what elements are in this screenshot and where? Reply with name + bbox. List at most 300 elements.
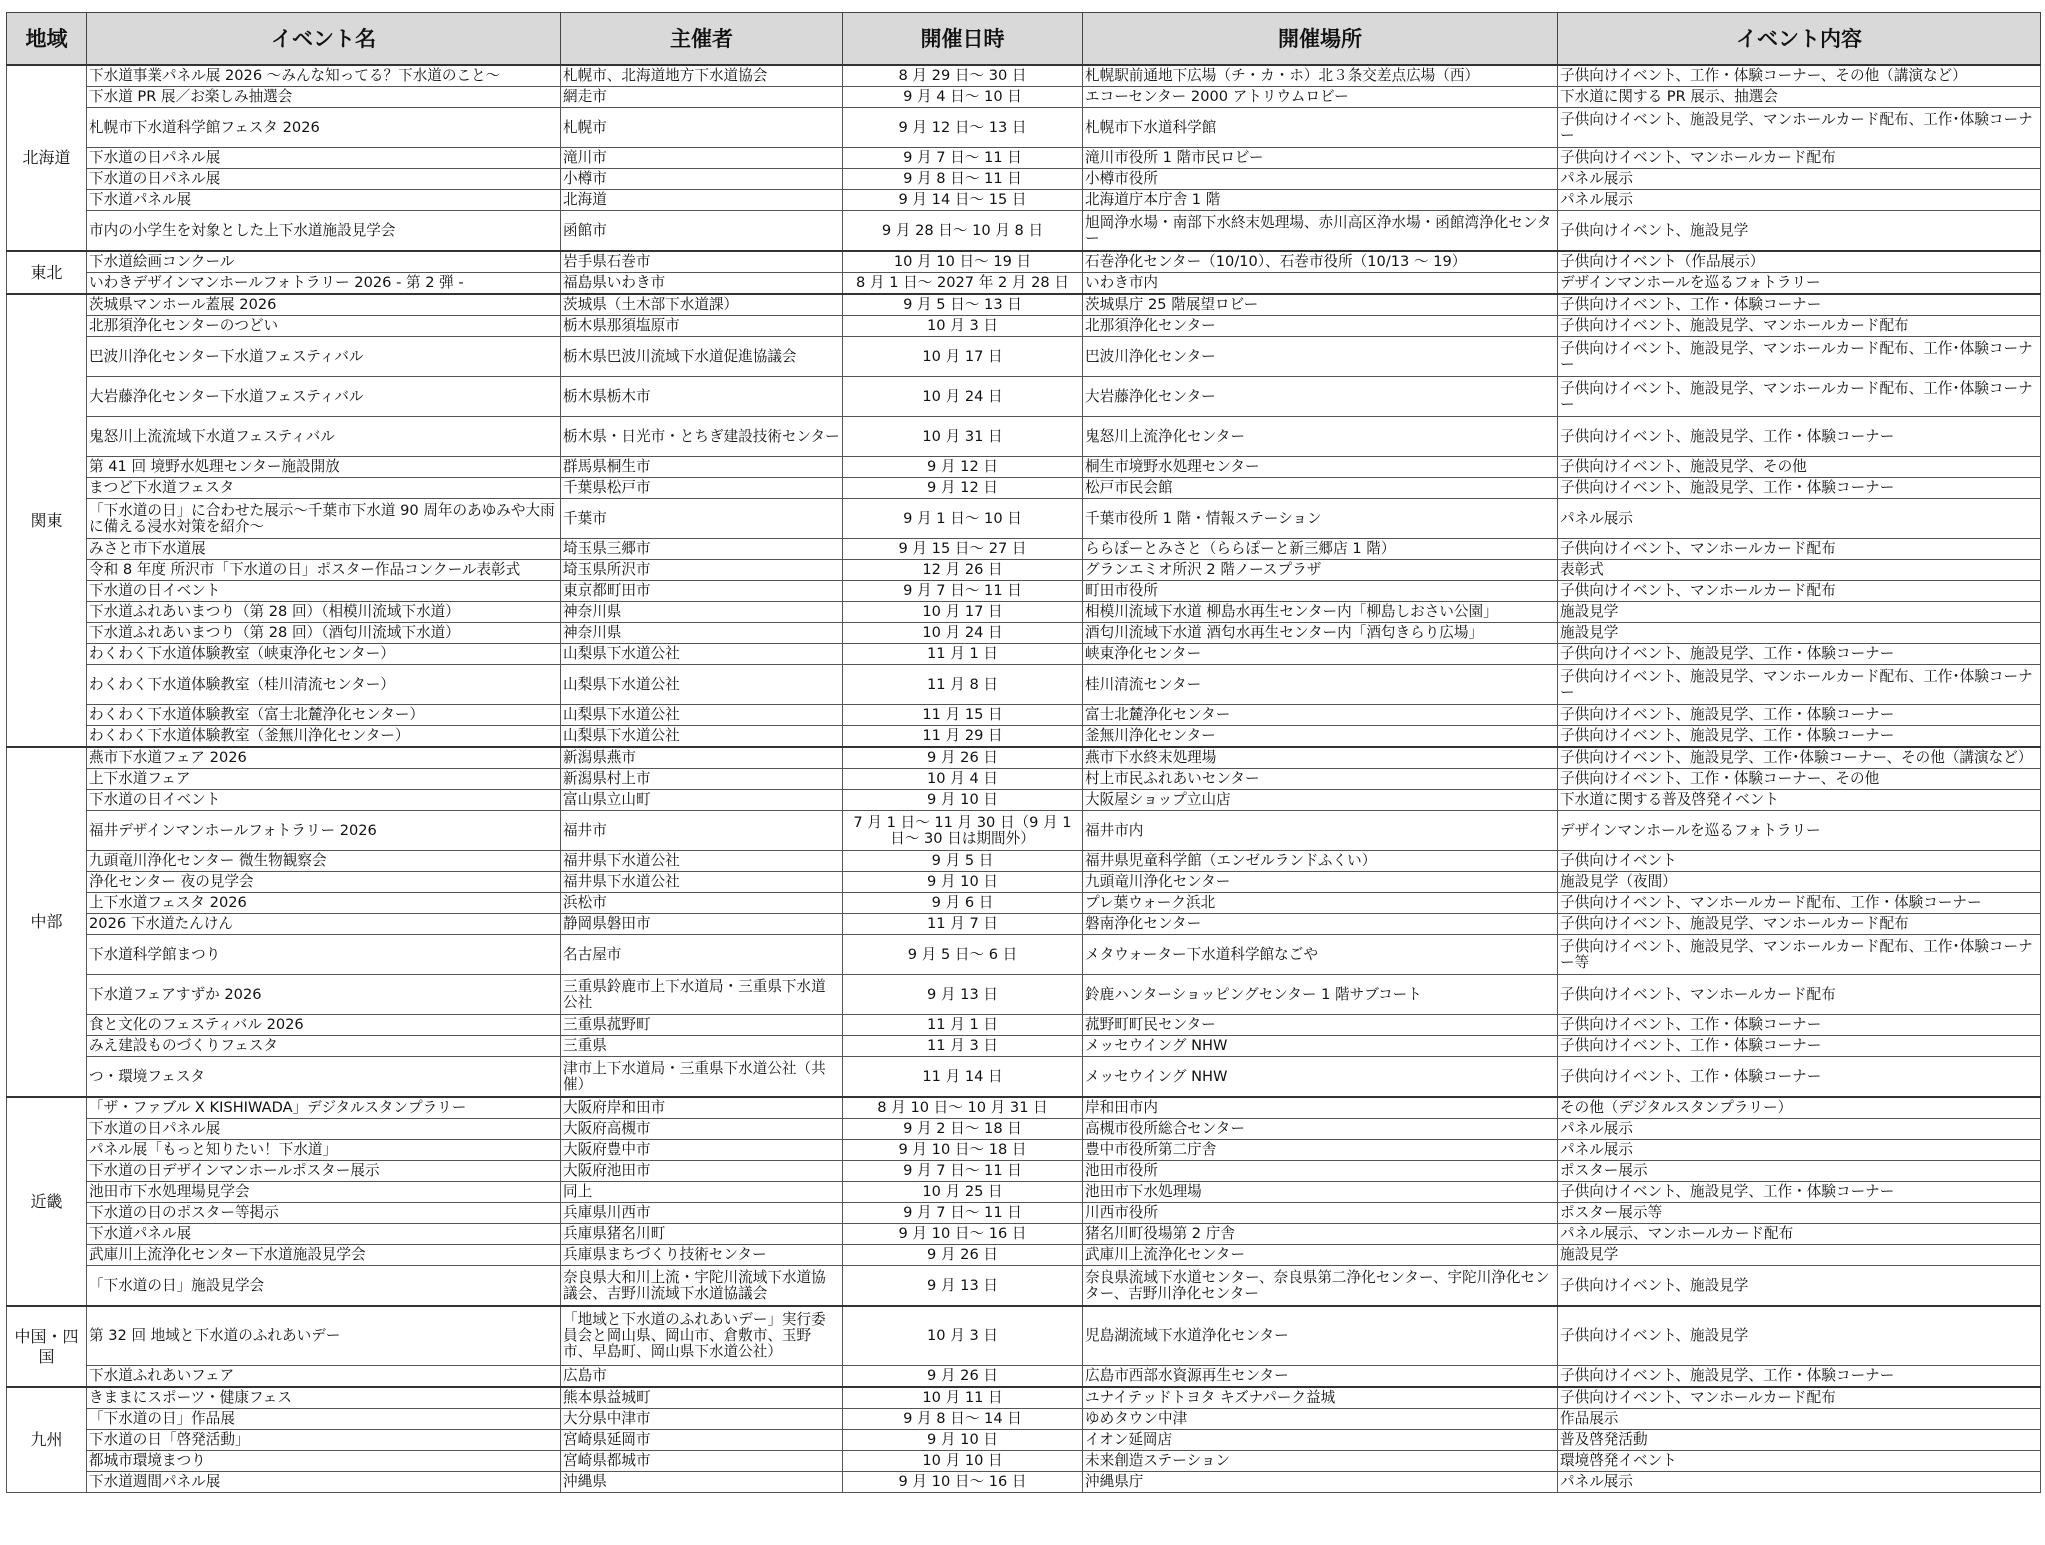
venue-cell: 岸和田市内 xyxy=(1083,1097,1558,1119)
event-name-cell: きままにスポーツ・健康フェス xyxy=(87,1387,561,1409)
content-cell: パネル展示 xyxy=(1558,169,2041,190)
organizer-cell: 北海道 xyxy=(561,190,843,211)
table-row xyxy=(7,1119,2041,1140)
table-row xyxy=(7,1451,2041,1472)
content-cell: パネル展示 xyxy=(1558,190,2041,211)
date-cell: 9 月 10 日～ 16 日 xyxy=(843,1472,1083,1493)
organizer-cell: 「地域と下水道のふれあいデー」実行委員会と岡山県、岡山市、倉敷市、玉野市、早島町、岡山県下水道公社） xyxy=(561,1306,843,1366)
venue-cell: 燕市下水終末処理場 xyxy=(1083,747,1558,769)
table-row xyxy=(7,417,2041,457)
table-row xyxy=(7,914,2041,935)
table-row xyxy=(7,769,2041,790)
venue-cell: ユナイテッドトヨタ キズナパーク益城 xyxy=(1083,1387,1558,1409)
venue-cell: 桐生市境野水処理センター xyxy=(1083,457,1558,478)
content-cell: 子供向けイベント、マンホールカード配布 xyxy=(1558,148,2041,169)
organizer-cell: 福井市 xyxy=(561,811,843,851)
region-cell: 九州 xyxy=(7,1387,87,1493)
event-name-cell: 福井デザインマンホールフォトラリー 2026 xyxy=(87,811,561,851)
content-cell: 子供向けイベント、施設見学 xyxy=(1558,1306,2041,1366)
content-cell: 施設見学 xyxy=(1558,1245,2041,1266)
date-cell: 11 月 29 日 xyxy=(843,726,1083,748)
date-cell: 11 月 15 日 xyxy=(843,705,1083,726)
date-cell: 11 月 3 日 xyxy=(843,1036,1083,1057)
organizer-cell: 沖縄県 xyxy=(561,1472,843,1493)
organizer-cell: 神奈川県 xyxy=(561,623,843,644)
date-cell: 10 月 17 日 xyxy=(843,602,1083,623)
organizer-cell: 名古屋市 xyxy=(561,935,843,975)
event-name-cell: 燕市下水道フェア 2026 xyxy=(87,747,561,769)
table-row xyxy=(7,1015,2041,1036)
date-cell: 10 月 24 日 xyxy=(843,377,1083,417)
organizer-cell: 千葉県松戸市 xyxy=(561,478,843,499)
date-cell: 9 月 28 日～ 10 月 8 日 xyxy=(843,211,1083,252)
venue-cell: 豊中市役所第二庁舎 xyxy=(1083,1140,1558,1161)
date-cell: 9 月 15 日～ 27 日 xyxy=(843,539,1083,560)
table-row xyxy=(7,294,2041,316)
event-name-cell: 市内の小学生を対象とした上下水道施設見学会 xyxy=(87,211,561,252)
region-cell: 関東 xyxy=(7,294,87,747)
venue-cell: 大岩藤浄化センター xyxy=(1083,377,1558,417)
event-name-cell: 「下水道の日」施設見学会 xyxy=(87,1266,561,1307)
organizer-cell: 山梨県下水道公社 xyxy=(561,644,843,665)
organizer-cell: 栃木県・日光市・とちぎ建設技術センター xyxy=(561,417,843,457)
venue-cell: 巴波川浄化センター xyxy=(1083,337,1558,377)
table-row xyxy=(7,726,2041,748)
organizer-cell: 網走市 xyxy=(561,87,843,108)
event-name-cell: いわきデザインマンホールフォトラリー 2026 - 第 2 弾 - xyxy=(87,273,561,295)
content-cell: 子供向けイベント、工作・体験コーナー xyxy=(1558,1036,2041,1057)
event-name-cell: パネル展「もっと知りたい！下水道」 xyxy=(87,1140,561,1161)
venue-cell: 札幌市下水道科学館 xyxy=(1083,108,1558,148)
table-row xyxy=(7,935,2041,975)
table-row xyxy=(7,811,2041,851)
content-cell: 下水道に関する普及啓発イベント xyxy=(1558,790,2041,811)
venue-cell: 札幌駅前通地下広場（チ・カ・ホ）北３条交差点広場（西） xyxy=(1083,65,1558,87)
content-cell: 子供向けイベント xyxy=(1558,851,2041,872)
organizer-cell: 三重県 xyxy=(561,1036,843,1057)
table-row xyxy=(7,65,2041,87)
date-cell: 10 月 11 日 xyxy=(843,1387,1083,1409)
organizer-cell: 富山県立山町 xyxy=(561,790,843,811)
table-row xyxy=(7,169,2041,190)
event-name-cell: まつど下水道フェスタ xyxy=(87,478,561,499)
table-row xyxy=(7,190,2041,211)
content-cell: 普及啓発活動 xyxy=(1558,1430,2041,1451)
table-row xyxy=(7,665,2041,705)
table-row xyxy=(7,1057,2041,1098)
event-name-cell: 令和 8 年度 所沢市「下水道の日」ポスター作品コンクール表彰式 xyxy=(87,560,561,581)
content-cell: 子供向けイベント、マンホールカード配布 xyxy=(1558,539,2041,560)
date-cell: 9 月 12 日～ 13 日 xyxy=(843,108,1083,148)
venue-cell: 菰野町町民センター xyxy=(1083,1015,1558,1036)
header-organizer: 主催者 xyxy=(561,13,843,66)
date-cell: 10 月 3 日 xyxy=(843,316,1083,337)
date-cell: 9 月 10 日～ 16 日 xyxy=(843,1224,1083,1245)
table-row xyxy=(7,705,2041,726)
region-cell: 近畿 xyxy=(7,1097,87,1306)
venue-cell: 未来創造ステーション xyxy=(1083,1451,1558,1472)
venue-cell: ゆめタウン中津 xyxy=(1083,1409,1558,1430)
organizer-cell: 宮崎県都城市 xyxy=(561,1451,843,1472)
content-cell: 子供向けイベント、施設見学、工作・体験コーナー xyxy=(1558,1182,2041,1203)
venue-cell: 石巻浄化センター（10/10）、石巻市役所（10/13 ～ 19） xyxy=(1083,251,1558,273)
venue-cell: 武庫川上流浄化センター xyxy=(1083,1245,1558,1266)
venue-cell: 小樽市役所 xyxy=(1083,169,1558,190)
venue-cell: メッセウイング NHW xyxy=(1083,1036,1558,1057)
header-row xyxy=(7,13,2041,66)
venue-cell: メッセウイング NHW xyxy=(1083,1057,1558,1098)
event-name-cell: 2026 下水道たんけん xyxy=(87,914,561,935)
content-cell: 子供向けイベント、施設見学、マンホールカード配布、工作･体験コーナー xyxy=(1558,337,2041,377)
table-row xyxy=(7,457,2041,478)
table-row xyxy=(7,851,2041,872)
content-cell: 子供向けイベント、工作・体験コーナー xyxy=(1558,1057,2041,1098)
organizer-cell: 東京都町田市 xyxy=(561,581,843,602)
organizer-cell: 埼玉県所沢市 xyxy=(561,560,843,581)
date-cell: 9 月 10 日 xyxy=(843,1430,1083,1451)
header-region: 地域 xyxy=(7,13,87,66)
event-name-cell: 下水道週間パネル展 xyxy=(87,1472,561,1493)
table-row xyxy=(7,872,2041,893)
venue-cell: イオン延岡店 xyxy=(1083,1430,1558,1451)
organizer-cell: 大阪府池田市 xyxy=(561,1161,843,1182)
content-cell: 子供向けイベント、施設見学、マンホールカード配布 xyxy=(1558,316,2041,337)
content-cell: 作品展示 xyxy=(1558,1409,2041,1430)
organizer-cell: 浜松市 xyxy=(561,893,843,914)
table-row xyxy=(7,747,2041,769)
venue-cell: いわき市内 xyxy=(1083,273,1558,295)
event-name-cell: 下水道パネル展 xyxy=(87,1224,561,1245)
organizer-cell: 熊本県益城町 xyxy=(561,1387,843,1409)
table-row xyxy=(7,211,2041,252)
event-name-cell: みさと市下水道展 xyxy=(87,539,561,560)
venue-cell: 旭岡浄水場・南部下水終末処理場、赤川高区浄水場・函館湾浄化センター xyxy=(1083,211,1558,252)
table-row xyxy=(7,1409,2041,1430)
organizer-cell: 小樽市 xyxy=(561,169,843,190)
organizer-cell: 静岡県磐田市 xyxy=(561,914,843,935)
date-cell: 11 月 1 日 xyxy=(843,644,1083,665)
organizer-cell: 兵庫県川西市 xyxy=(561,1203,843,1224)
organizer-cell: 三重県菰野町 xyxy=(561,1015,843,1036)
table-row xyxy=(7,1203,2041,1224)
event-name-cell: 下水道ふれあいまつり（第 28 回）（酒匂川流域下水道） xyxy=(87,623,561,644)
venue-cell: 福井県児童科学館（エンゼルランドふくい） xyxy=(1083,851,1558,872)
event-name-cell: みえ建設ものづくりフェスタ xyxy=(87,1036,561,1057)
event-name-cell: 食と文化のフェスティバル 2026 xyxy=(87,1015,561,1036)
date-cell: 9 月 5 日～ 6 日 xyxy=(843,935,1083,975)
table-row xyxy=(7,581,2041,602)
content-cell: 子供向けイベント、施設見学、工作・体験コーナー xyxy=(1558,726,2041,748)
event-name-cell: 茨城県マンホール蓋展 2026 xyxy=(87,294,561,316)
content-cell: パネル展示 xyxy=(1558,1119,2041,1140)
content-cell: 子供向けイベント、工作・体験コーナー、その他（講演など） xyxy=(1558,65,2041,87)
venue-cell: メタウォーター下水道科学館なごや xyxy=(1083,935,1558,975)
event-name-cell: 池田市下水処理場見学会 xyxy=(87,1182,561,1203)
event-name-cell: 鬼怒川上流流域下水道フェスティバル xyxy=(87,417,561,457)
date-cell: 10 月 25 日 xyxy=(843,1182,1083,1203)
date-cell: 9 月 26 日 xyxy=(843,1366,1083,1388)
content-cell: 子供向けイベント、施設見学、その他 xyxy=(1558,457,2041,478)
organizer-cell: 兵庫県まちづくり技術センター xyxy=(561,1245,843,1266)
table-row xyxy=(7,1430,2041,1451)
date-cell: 10 月 10 日～ 19 日 xyxy=(843,251,1083,273)
content-cell: 子供向けイベント、施設見学、工作･体験コーナー、その他（講演など） xyxy=(1558,747,2041,769)
date-cell: 9 月 26 日 xyxy=(843,747,1083,769)
organizer-cell: 大阪府豊中市 xyxy=(561,1140,843,1161)
content-cell: 子供向けイベント（作品展示） xyxy=(1558,251,2041,273)
organizer-cell: 兵庫県猪名川町 xyxy=(561,1224,843,1245)
date-cell: 11 月 14 日 xyxy=(843,1057,1083,1098)
date-cell: 9 月 10 日 xyxy=(843,790,1083,811)
venue-cell: 児島湖流域下水道浄化センター xyxy=(1083,1306,1558,1366)
venue-cell: グランエミオ所沢 2 階ノースプラザ xyxy=(1083,560,1558,581)
venue-cell: 高槻市役所総合センター xyxy=(1083,1119,1558,1140)
content-cell: 子供向けイベント、マンホールカード配布、工作・体験コーナー xyxy=(1558,893,2041,914)
event-name-cell: 下水道の日パネル展 xyxy=(87,169,561,190)
event-name-cell: 「ザ・ファブル X KISHIWADA」デジタルスタンプラリー xyxy=(87,1097,561,1119)
region-cell: 中部 xyxy=(7,747,87,1097)
venue-cell: 沖縄県庁 xyxy=(1083,1472,1558,1493)
content-cell: 子供向けイベント、マンホールカード配布 xyxy=(1558,975,2041,1015)
event-name-cell: 下水道の日パネル展 xyxy=(87,148,561,169)
date-cell: 12 月 26 日 xyxy=(843,560,1083,581)
venue-cell: 千葉市役所 1 階・情報ステーション xyxy=(1083,499,1558,539)
header-venue: 開催場所 xyxy=(1083,13,1558,66)
event-name-cell: 都城市環境まつり xyxy=(87,1451,561,1472)
date-cell: 9 月 10 日 xyxy=(843,872,1083,893)
table-row xyxy=(7,1224,2041,1245)
organizer-cell: 福井県下水道公社 xyxy=(561,872,843,893)
date-cell: 9 月 14 日～ 15 日 xyxy=(843,190,1083,211)
event-name-cell: つ・環境フェスタ xyxy=(87,1057,561,1098)
date-cell: 9 月 7 日～ 11 日 xyxy=(843,1203,1083,1224)
content-cell: 子供向けイベント、マンホールカード配布 xyxy=(1558,1387,2041,1409)
content-cell: パネル展示 xyxy=(1558,1140,2041,1161)
content-cell: 子供向けイベント、施設見学、工作・体験コーナー xyxy=(1558,417,2041,457)
venue-cell: 鬼怒川上流浄化センター xyxy=(1083,417,1558,457)
organizer-cell: 埼玉県三郷市 xyxy=(561,539,843,560)
content-cell: パネル展示、マンホールカード配布 xyxy=(1558,1224,2041,1245)
date-cell: 9 月 5 日～ 13 日 xyxy=(843,294,1083,316)
organizer-cell: 大阪府高槻市 xyxy=(561,1119,843,1140)
date-cell: 10 月 24 日 xyxy=(843,623,1083,644)
date-cell: 9 月 13 日 xyxy=(843,1266,1083,1307)
table-row xyxy=(7,251,2041,273)
content-cell: 子供向けイベント、工作・体験コーナー xyxy=(1558,1015,2041,1036)
organizer-cell: 新潟県村上市 xyxy=(561,769,843,790)
venue-cell: 北那須浄化センター xyxy=(1083,316,1558,337)
event-name-cell: 「下水道の日」作品展 xyxy=(87,1409,561,1430)
venue-cell: 酒匂川流域下水道 酒匂水再生センター内「酒匂きらり広場」 xyxy=(1083,623,1558,644)
event-name-cell: 下水道の日「啓発活動」 xyxy=(87,1430,561,1451)
venue-cell: 奈良県流域下水道センター、奈良県第二浄化センター、宇陀川浄化センター、吉野川浄化センター xyxy=(1083,1266,1558,1307)
content-cell: 子供向けイベント、施設見学、工作・体験コーナー xyxy=(1558,644,2041,665)
content-cell: パネル展示 xyxy=(1558,1472,2041,1493)
organizer-cell: 山梨県下水道公社 xyxy=(561,665,843,705)
event-name-cell: 巴波川浄化センター下水道フェスティバル xyxy=(87,337,561,377)
date-cell: 11 月 8 日 xyxy=(843,665,1083,705)
content-cell: デザインマンホールを巡るフォトラリー xyxy=(1558,811,2041,851)
venue-cell: 九頭竜川浄化センター xyxy=(1083,872,1558,893)
venue-cell: 相模川流域下水道 柳島水再生センター内「柳島しおさい公園」 xyxy=(1083,602,1558,623)
event-name-cell: 武庫川上流浄化センター下水道施設見学会 xyxy=(87,1245,561,1266)
table-row xyxy=(7,87,2041,108)
table-row xyxy=(7,1036,2041,1057)
header-content: イベント内容 xyxy=(1558,13,2041,66)
event-name-cell: 札幌市下水道科学館フェスタ 2026 xyxy=(87,108,561,148)
organizer-cell: 栃木県那須塩原市 xyxy=(561,316,843,337)
content-cell: 子供向けイベント、工作・体験コーナー、その他 xyxy=(1558,769,2041,790)
table-row xyxy=(7,1306,2041,1366)
table-row xyxy=(7,644,2041,665)
organizer-cell: 山梨県下水道公社 xyxy=(561,726,843,748)
table-row xyxy=(7,1161,2041,1182)
event-name-cell: 上下水道フェア xyxy=(87,769,561,790)
venue-cell: 滝川市役所 1 階市民ロビー xyxy=(1083,148,1558,169)
content-cell: 子供向けイベント、施設見学、マンホールカード配布、工作･体験コーナー xyxy=(1558,377,2041,417)
organizer-cell: 福島県いわき市 xyxy=(561,273,843,295)
content-cell: 子供向けイベント、施設見学 xyxy=(1558,211,2041,252)
venue-cell: 鈴鹿ハンターショッピングセンター 1 階サブコート xyxy=(1083,975,1558,1015)
event-name-cell: わくわく下水道体験教室（桂川清流センター） xyxy=(87,665,561,705)
content-cell: パネル展示 xyxy=(1558,499,2041,539)
date-cell: 10 月 3 日 xyxy=(843,1306,1083,1366)
venue-cell: 桂川清流センター xyxy=(1083,665,1558,705)
table-header xyxy=(7,13,2041,66)
event-name-cell: わくわく下水道体験教室（富士北麓浄化センター） xyxy=(87,705,561,726)
date-cell: 9 月 10 日～ 18 日 xyxy=(843,1140,1083,1161)
content-cell: 子供向けイベント、施設見学 xyxy=(1558,1266,2041,1307)
table-row xyxy=(7,1266,2041,1307)
venue-cell: 川西市役所 xyxy=(1083,1203,1558,1224)
venue-cell: 猪名川町役場第 2 庁舎 xyxy=(1083,1224,1558,1245)
table-row xyxy=(7,1245,2041,1266)
date-cell: 9 月 4 日～ 10 日 xyxy=(843,87,1083,108)
date-cell: 8 月 10 日～ 10 月 31 日 xyxy=(843,1097,1083,1119)
venue-cell: 磐南浄化センター xyxy=(1083,914,1558,935)
venue-cell: 村上市民ふれあいセンター xyxy=(1083,769,1558,790)
venue-cell: ららぽーとみさと（ららぽーと新三郷店 1 階） xyxy=(1083,539,1558,560)
content-cell: 下水道に関する PR 展示、抽選会 xyxy=(1558,87,2041,108)
content-cell: ポスター展示 xyxy=(1558,1161,2041,1182)
organizer-cell: 栃木県栃木市 xyxy=(561,377,843,417)
content-cell: 子供向けイベント、施設見学、工作・体験コーナー xyxy=(1558,478,2041,499)
organizer-cell: 栃木県巴波川流域下水道促進協議会 xyxy=(561,337,843,377)
region-cell: 中国・四国 xyxy=(7,1306,87,1387)
organizer-cell: 福井県下水道公社 xyxy=(561,851,843,872)
content-cell: デザインマンホールを巡るフォトラリー xyxy=(1558,273,2041,295)
organizer-cell: 群馬県桐生市 xyxy=(561,457,843,478)
organizer-cell: 津市上下水道局・三重県下水道公社（共催） xyxy=(561,1057,843,1098)
header-date: 開催日時 xyxy=(843,13,1083,66)
event-name-cell: 下水道ふれあいまつり（第 28 回）（相模川流域下水道） xyxy=(87,602,561,623)
content-cell: その他（デジタルスタンプラリー） xyxy=(1558,1097,2041,1119)
table-row xyxy=(7,499,2041,539)
table-row xyxy=(7,1140,2041,1161)
date-cell: 8 月 29 日～ 30 日 xyxy=(843,65,1083,87)
date-cell: 9 月 12 日 xyxy=(843,457,1083,478)
date-cell: 10 月 31 日 xyxy=(843,417,1083,457)
date-cell: 9 月 6 日 xyxy=(843,893,1083,914)
venue-cell: 広島市西部水資源再生センター xyxy=(1083,1366,1558,1388)
content-cell: 施設見学（夜間） xyxy=(1558,872,2041,893)
table-row xyxy=(7,316,2041,337)
date-cell: 9 月 2 日～ 18 日 xyxy=(843,1119,1083,1140)
table-row xyxy=(7,478,2041,499)
date-cell: 7 月 1 日～ 11 月 30 日（9 月 1 日～ 30 日は期間外） xyxy=(843,811,1083,851)
organizer-cell: 三重県鈴鹿市上下水道局・三重県下水道公社 xyxy=(561,975,843,1015)
table-row xyxy=(7,1366,2041,1388)
content-cell: 子供向けイベント、施設見学、工作・体験コーナー xyxy=(1558,1366,2041,1388)
venue-cell: 福井市内 xyxy=(1083,811,1558,851)
event-name-cell: 下水道パネル展 xyxy=(87,190,561,211)
date-cell: 9 月 8 日～ 11 日 xyxy=(843,169,1083,190)
venue-cell: 町田市役所 xyxy=(1083,581,1558,602)
event-name-cell: 「下水道の日」に合わせた展示～千葉市下水道 90 周年のあゆみや大雨に備える浸水対策を紹介～ xyxy=(87,499,561,539)
organizer-cell: 大分県中津市 xyxy=(561,1409,843,1430)
venue-cell: エコーセンター 2000 アトリウムロビー xyxy=(1083,87,1558,108)
date-cell: 9 月 26 日 xyxy=(843,1245,1083,1266)
organizer-cell: 滝川市 xyxy=(561,148,843,169)
event-name-cell: わくわく下水道体験教室（釜無川浄化センター） xyxy=(87,726,561,748)
event-name-cell: 下水道の日イベント xyxy=(87,790,561,811)
content-cell: 子供向けイベント、施設見学、工作・体験コーナー xyxy=(1558,705,2041,726)
event-name-cell: 下水道の日イベント xyxy=(87,581,561,602)
content-cell: ポスター展示等 xyxy=(1558,1203,2041,1224)
venue-cell: 池田市役所 xyxy=(1083,1161,1558,1182)
event-name-cell: わくわく下水道体験教室（峡東浄化センター） xyxy=(87,644,561,665)
event-name-cell: 下水道の日デザインマンホールポスター展示 xyxy=(87,1161,561,1182)
organizer-cell: 千葉市 xyxy=(561,499,843,539)
event-name-cell: 九頭竜川浄化センター 微生物観察会 xyxy=(87,851,561,872)
event-name-cell: 大岩藤浄化センター下水道フェスティバル xyxy=(87,377,561,417)
organizer-cell: 新潟県燕市 xyxy=(561,747,843,769)
organizer-cell: 札幌市 xyxy=(561,108,843,148)
table-row xyxy=(7,602,2041,623)
venue-cell: 大阪屋ショップ立山店 xyxy=(1083,790,1558,811)
table-row xyxy=(7,623,2041,644)
table-row xyxy=(7,273,2041,295)
date-cell: 8 月 1 日～ 2027 年 2 月 28 日 xyxy=(843,273,1083,295)
event-name-cell: 下水道フェアすずか 2026 xyxy=(87,975,561,1015)
event-name-cell: 下水道ふれあいフェア xyxy=(87,1366,561,1388)
organizer-cell: 札幌市、北海道地方下水道協会 xyxy=(561,65,843,87)
event-name-cell: 上下水道フェスタ 2026 xyxy=(87,893,561,914)
date-cell: 10 月 17 日 xyxy=(843,337,1083,377)
organizer-cell: 茨城県（土木部下水道課） xyxy=(561,294,843,316)
venue-cell: 釜無川浄化センター xyxy=(1083,726,1558,748)
organizer-cell: 宮崎県延岡市 xyxy=(561,1430,843,1451)
content-cell: 表彰式 xyxy=(1558,560,2041,581)
organizer-cell: 同上 xyxy=(561,1182,843,1203)
organizer-cell: 奈良県大和川上流・宇陀川流域下水道協議会、吉野川流域下水道協議会 xyxy=(561,1266,843,1307)
venue-cell: 峡東浄化センター xyxy=(1083,644,1558,665)
content-cell: 施設見学 xyxy=(1558,602,2041,623)
content-cell: 子供向けイベント、マンホールカード配布 xyxy=(1558,581,2041,602)
venue-cell: 茨城県庁 25 階展望ロビー xyxy=(1083,294,1558,316)
organizer-cell: 大阪府岸和田市 xyxy=(561,1097,843,1119)
region-cell: 東北 xyxy=(7,251,87,294)
venue-cell: 富士北麓浄化センター xyxy=(1083,705,1558,726)
organizer-cell: 函館市 xyxy=(561,211,843,252)
event-name-cell: 下水道科学館まつり xyxy=(87,935,561,975)
date-cell: 11 月 7 日 xyxy=(843,914,1083,935)
event-name-cell: 下水道絵画コンクール xyxy=(87,251,561,273)
organizer-cell: 広島市 xyxy=(561,1366,843,1388)
organizer-cell: 神奈川県 xyxy=(561,602,843,623)
table-row xyxy=(7,337,2041,377)
event-name-cell: 第 32 回 地域と下水道のふれあいデー xyxy=(87,1306,561,1366)
